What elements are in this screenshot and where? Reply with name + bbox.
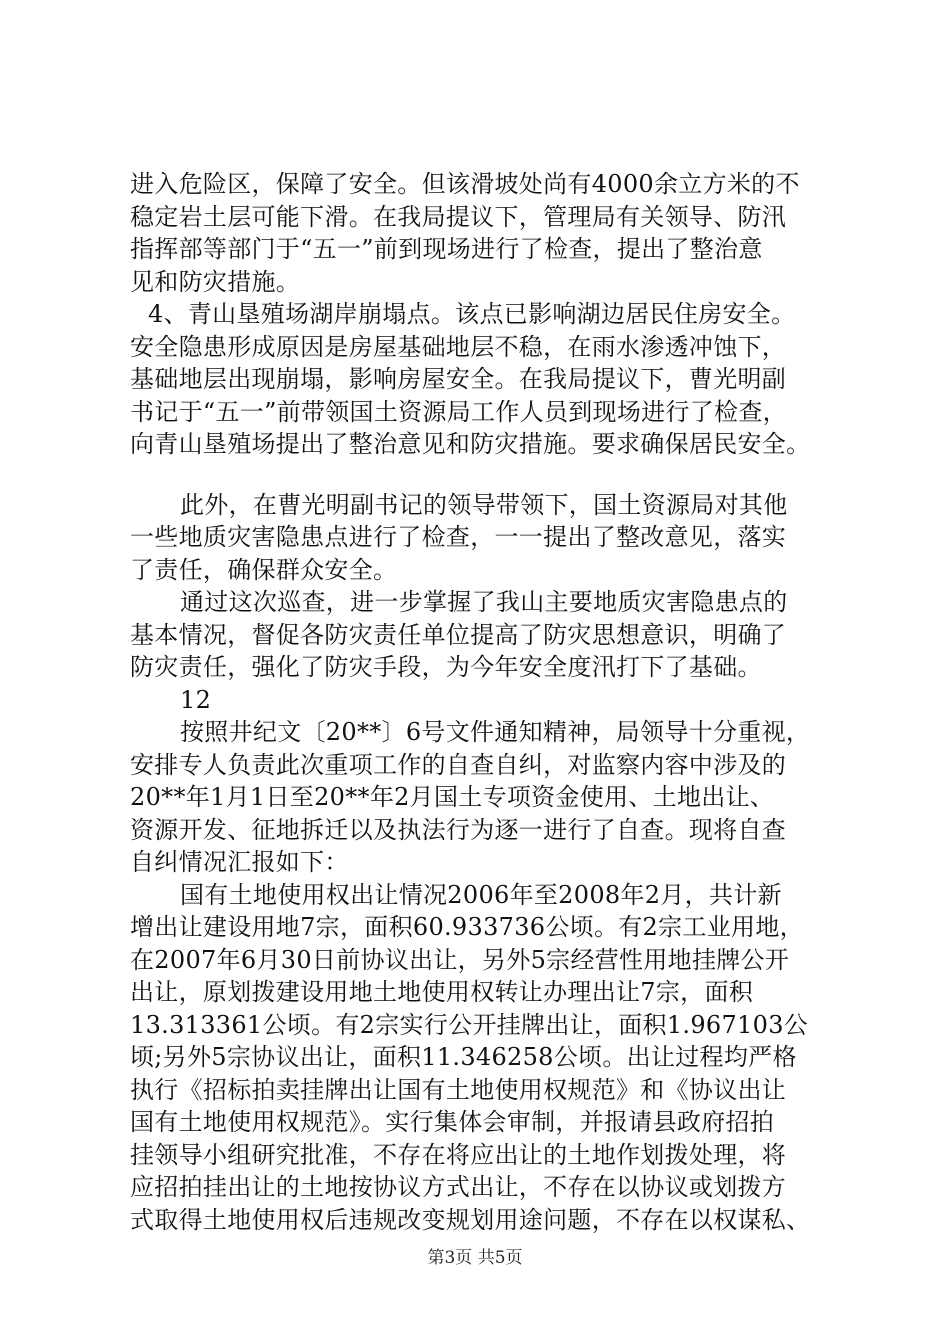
text-line: 国有土地使用权规范》。实行集体会审制，并报请县政府招拍 [130, 1108, 775, 1136]
paragraph-gap [130, 461, 830, 489]
text-line: 指挥部等部门于“五一”前到现场进行了检查，提出了整治意 [130, 235, 763, 263]
text-line: 一些地质灾害隐患点进行了检查，一一提出了整改意见，落实 [130, 523, 787, 551]
text-line: 式取得土地使用权后违规改变规划用途问题，不存在以权谋私、 [130, 1205, 811, 1234]
text-line: 按照井纪文〔20**〕6号文件通知精神，局领导十分重视， [180, 718, 811, 746]
text-line: 稳定岩土层可能下滑。在我局提议下，管理局有关领导、防汛 [130, 202, 787, 231]
text-line: 执行《招标拍卖挂牌出让国有土地使用权规范》和《协议出让 [130, 1075, 787, 1104]
text-line: 出让，原划拨建设用地土地使用权转让办理出让7宗，面积 [130, 978, 754, 1006]
text-line: 12 [180, 685, 212, 714]
text-line: 防灾责任，强化了防灾手段，为今年安全度汛打下了基础。 [130, 653, 762, 681]
text-line: 增出让建设用地7宗，面积60.933736公顷。有2宗工业用地， [130, 913, 804, 941]
text-line: 向青山垦殖场提出了整治意见和防灾措施。要求确保居民安全。 [130, 430, 811, 458]
text-line: 4、青山垦殖场湖岸崩塌点。该点已影响湖边居民住房安全。 [148, 300, 796, 328]
text-line: 国有土地使用权出让情况2006年至2008年2月，共计新 [180, 880, 782, 909]
document-body [130, 168, 830, 1236]
text-line: 应招拍挂出让的土地按协议方式出让，不存在以协议或划拨方 [130, 1173, 787, 1201]
text-line: 自纠情况汇报如下： [130, 848, 349, 876]
text-line: 20**年1月1日至20**年2月国土专项资金使用、土地出让、 [130, 783, 775, 811]
text-line: 见和防灾措施。 [130, 267, 301, 296]
text-line: 资源开发、征地拆迁以及执法行为逐一进行了自查。现将自查 [130, 815, 787, 844]
text-line: 挂领导小组研究批准，不存在将应出让的土地作划拨处理，将 [130, 1140, 787, 1169]
text-line: 安全隐患形成原因是房屋基础地层不稳，在雨水渗透冲蚀下， [130, 332, 787, 361]
text-line: 顷;另外5宗协议出让，面积11.346258公顷。出让过程均严格 [130, 1043, 797, 1071]
text-line: 进入危险区，保障了安全。但该滑坡处尚有4000余立方米的不 [130, 170, 800, 198]
text-line: 通过这次巡查，进一步掌握了我山主要地质灾害隐患点的 [180, 588, 788, 616]
text-line: 13.313361公顷。有2宗实行公开挂牌出让，面积1.967103公 [130, 1010, 809, 1039]
text-line: 基础地层出现崩塌，影响房屋安全。在我局提议下，曹光明副 [130, 365, 787, 393]
text-line: 安排专人负责此次重项工作的自查自纠，对监察内容中涉及的 [130, 750, 787, 779]
text-line: 在2007年6月30日前协议出让，另外5宗经营性用地挂牌公开 [130, 945, 790, 974]
text-line: 基本情况，督促各防灾责任单位提高了防灾思想意识，明确了 [130, 620, 787, 649]
text-line: 了责任，确保群众安全。 [130, 555, 398, 584]
text-line: 书记于“五一”前带领国土资源局工作人员到现场进行了检查， [130, 397, 787, 426]
text-line: 此外，在曹光明副书记的领导带领下，国土资源局对其他 [180, 490, 788, 519]
page-number-footer: 第3页 共5页 [427, 1248, 523, 1268]
